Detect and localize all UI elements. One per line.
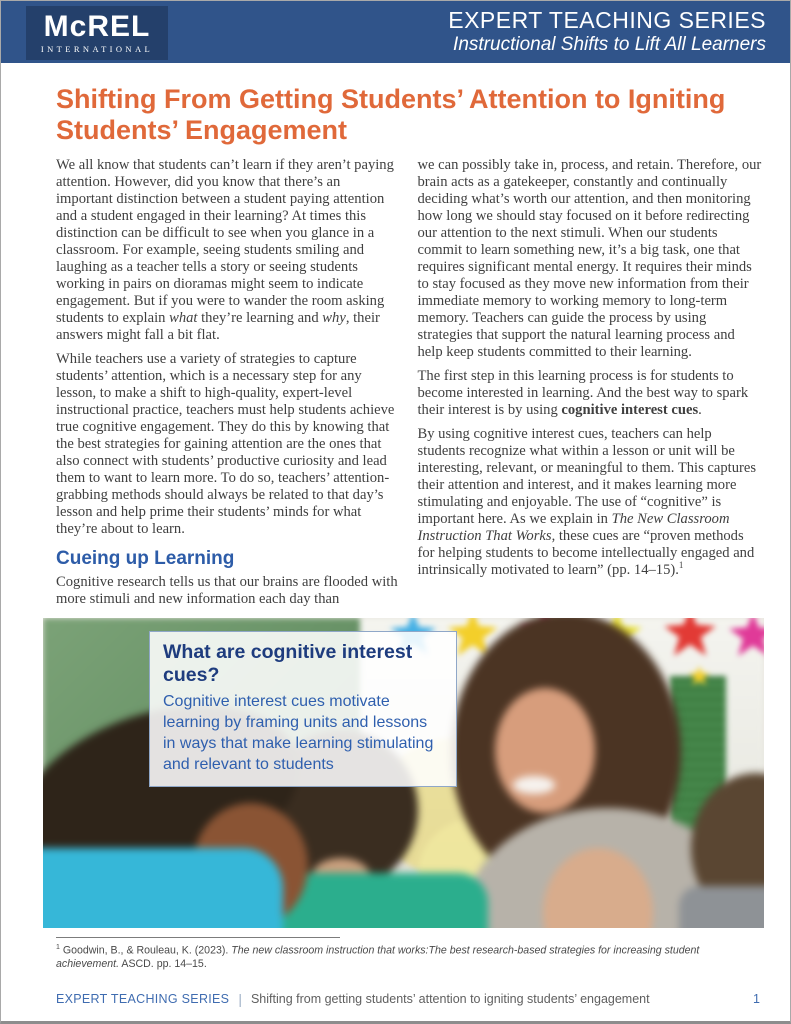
paragraph-text: The first step in this learning process is for students to become interested in learning. And the best way to spark their interest is by using xyxy=(417,368,749,418)
logo-brand-name: McREL xyxy=(43,10,151,43)
paragraph-text: We all know that students can’t learn if they aren’t paying attention. However, did you know that there’s an important distinction between a student paying attention and a student engaged in their learning? At times this distinction can be difficult to see when you glance in a classroom. For example, seeing students smiling and laughing as a teacher tells a story or seeing students working in pairs on dioramas might seem to indicate engagement. But if you were to wander the room asking students to explain xyxy=(56,157,394,326)
header-bar xyxy=(1,1,790,63)
callout-title: What are cognitive interest cues? xyxy=(163,641,413,686)
footnote-citation xyxy=(56,941,762,971)
right-column xyxy=(418,157,763,608)
paragraph-first-step xyxy=(418,368,763,419)
footnote-divider xyxy=(56,937,340,938)
paragraph-text: By using cognitive interest cues, teachers can help students recognize what within a lesson or unit will be interesting, relevant, or meaningful to them. This captures their attention and interest, and it makes learning more stimulating and enjoyable. The use of “cognitive” is important here. As we explain in xyxy=(417,426,757,527)
page-number: 1 xyxy=(753,992,760,1006)
emphasized-word: what xyxy=(169,310,198,326)
logo-brand-subtitle: INTERNATIONAL xyxy=(40,44,154,54)
classroom-photo xyxy=(43,618,764,928)
article-body xyxy=(56,157,762,608)
citation-book-title: The new classroom instruction that works:The best research-based strategies for increasing student achievement. xyxy=(56,944,700,970)
mcrel-logo xyxy=(26,6,168,60)
girl-shirt xyxy=(43,848,283,928)
paragraph-cognitive-research: Cognitive research tells us that our brains are flooded with more stimuli and new information each day than xyxy=(56,574,398,607)
left-column xyxy=(56,157,401,608)
paragraph-attention-strategies: While teachers use a variety of strategies to capture students’ attention, which is a necessary step for any lesson, to make a shift to high-quality, expert-level instructional practice, teachers must help students achieve true cognitive engagement. They do this by knowing that the best strategies for gaining attention are the ones that also connect with students’ productive curiosity and lead them to want to learn more. To do so, teachers’ attention-grabbing methods should always be related to that day’s lesson and help prime their students’ minds for what they’re about to learn. xyxy=(56,351,395,537)
footnote-section xyxy=(56,937,762,971)
cognitive-cues-callout xyxy=(149,631,457,787)
citation-publisher: ASCD. pp. 14–15. xyxy=(119,957,207,970)
book-title: The New Classroom Instruction That Works xyxy=(417,511,730,544)
header-series-block xyxy=(448,7,766,57)
series-title: EXPERT TEACHING SERIES xyxy=(448,7,766,33)
page-footer xyxy=(1,991,790,1007)
bold-key-term: cognitive interest cues xyxy=(561,402,699,418)
paragraph-text: , their answers might fall a bit flat. xyxy=(56,310,380,343)
paragraph-text: . xyxy=(698,402,702,418)
teacher-face xyxy=(495,688,595,813)
citation-authors: Goodwin, B., & Rouleau, K. (2023). xyxy=(59,944,232,957)
series-tagline: Instructional Shifts to Lift All Learners xyxy=(453,34,766,55)
paragraph-using-cues xyxy=(418,426,763,579)
teacher-smile xyxy=(513,776,555,794)
paragraph-intro xyxy=(56,157,401,344)
footnote-number: 1 xyxy=(56,944,60,951)
emphasized-word: why xyxy=(322,310,346,326)
footer-series-label: EXPERT TEACHING SERIES xyxy=(56,992,230,1006)
right-child-shirt xyxy=(679,886,764,928)
paragraph-text: they’re learning and xyxy=(197,310,323,326)
callout-body: Cognitive interest cues motivate learning by framing units and lessons in ways that make learning stimulating and relevant to students xyxy=(163,693,434,773)
page-title: Shifting From Getting Students’ Attention to Igniting Students’ Engagement xyxy=(56,84,726,145)
section-heading-cueing-up-learning: Cueing up Learning xyxy=(56,548,235,569)
footer-divider: | xyxy=(238,991,242,1007)
footnote-reference: 1 xyxy=(678,560,684,571)
paragraph-brain-gatekeeper: we can possibly take in, process, and retain. Therefore, our brain acts as a gatekeeper, constantly and continually deciding what’s worth our attention, and then monitoring how long we should stay focused on it before redirecting our attention to the next stimuli. When our students commit to learn something new, it’s a big task, one that requires significant mental energy. It requires their minds to stay focused as they move new information from their immediate memory to working memory to long-term memory. Teachers can guide the process by using strategies that support the natural learning process and help keep students committed to their learning. xyxy=(417,157,762,360)
footer-article-title: Shifting from getting students’ attention to igniting students’ engagement xyxy=(250,992,650,1006)
paragraph-text: , these cues are “proven methods for helping students to become intellectually engaged and intrinsically motivated to learn” (pp. 14–15). xyxy=(417,528,755,578)
